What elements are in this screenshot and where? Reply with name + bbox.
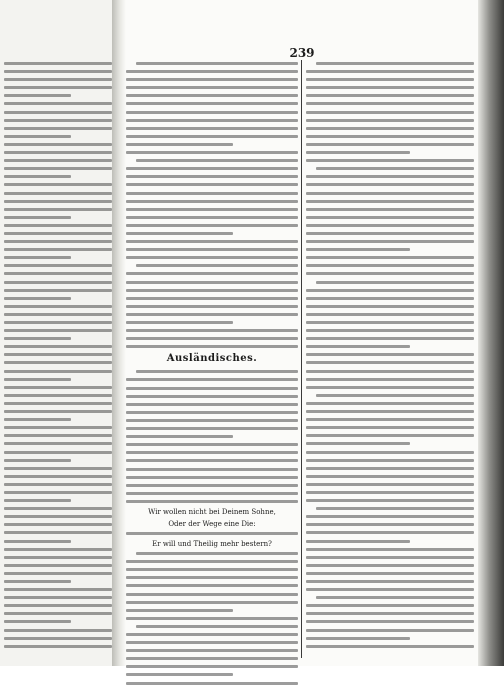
text-line (4, 216, 71, 219)
text-line (126, 86, 298, 89)
text-line (4, 459, 71, 462)
text-line (4, 305, 112, 308)
text-line (4, 580, 71, 583)
right-text-column (306, 62, 474, 653)
text-line (306, 305, 474, 308)
text-line (4, 531, 112, 534)
text-line (306, 192, 474, 195)
text-line (136, 159, 298, 162)
text-line (126, 305, 298, 308)
text-line (316, 167, 474, 170)
text-line (306, 151, 410, 154)
text-line (306, 540, 410, 543)
text-line (4, 361, 112, 364)
text-line (126, 297, 298, 300)
text-line (4, 240, 112, 243)
text-line (126, 216, 298, 219)
text-line (4, 434, 112, 437)
text-line (4, 321, 112, 324)
text-line (4, 499, 71, 502)
text-line (4, 264, 112, 267)
text-line (306, 200, 474, 203)
text-line (306, 418, 474, 421)
text-line (4, 232, 112, 235)
text-line (126, 500, 298, 503)
text-line (4, 135, 71, 138)
text-line (306, 119, 474, 122)
text-line (4, 467, 112, 470)
verse-line: Oder der Wege eine Die: (168, 519, 256, 528)
text-line (306, 645, 474, 648)
text-line (4, 370, 112, 373)
text-line (4, 491, 112, 494)
text-line (126, 532, 298, 535)
text-line (4, 564, 112, 567)
text-line (126, 313, 298, 316)
text-line (4, 548, 112, 551)
text-line (306, 523, 474, 526)
text-line (4, 523, 112, 526)
text-line (4, 475, 112, 478)
text-line (126, 272, 298, 275)
text-line (306, 78, 474, 81)
text-line (126, 289, 298, 292)
text-line (306, 475, 474, 478)
text-line (4, 572, 112, 575)
text-line (126, 70, 298, 73)
text-line (126, 641, 298, 644)
text-line (126, 395, 298, 398)
text-line (126, 192, 298, 195)
text-line (126, 682, 298, 685)
text-line (306, 442, 410, 445)
text-line (126, 673, 233, 676)
text-line (4, 329, 112, 332)
text-line (306, 208, 474, 211)
text-line (126, 584, 298, 587)
text-line (4, 637, 112, 640)
text-line (4, 596, 112, 599)
text-line (306, 232, 474, 235)
text-line (126, 321, 233, 324)
text-line (306, 94, 474, 97)
text-line (126, 329, 298, 332)
text-line (306, 86, 474, 89)
text-line (316, 62, 474, 65)
text-line (136, 552, 298, 555)
text-line (306, 321, 474, 324)
article-text-block (126, 62, 298, 348)
text-line (4, 556, 112, 559)
article-text-block (126, 532, 298, 535)
text-line (126, 459, 298, 462)
text-line (126, 200, 298, 203)
text-line (4, 200, 112, 203)
text-line (306, 183, 474, 186)
text-line (4, 86, 112, 89)
text-line (306, 426, 474, 429)
text-line (126, 240, 298, 243)
text-line (306, 248, 410, 251)
text-line (306, 361, 474, 364)
text-line (306, 224, 474, 227)
text-line (316, 596, 474, 599)
text-line (126, 451, 298, 454)
text-line (126, 435, 233, 438)
text-line (306, 499, 474, 502)
text-line (306, 580, 474, 583)
article-text-block (126, 552, 298, 685)
text-line (4, 451, 112, 454)
text-line (126, 560, 298, 563)
text-line (4, 645, 112, 648)
page-number: 239 (289, 46, 315, 60)
text-line (126, 443, 298, 446)
text-line (306, 345, 410, 348)
text-line (306, 629, 474, 632)
text-line (4, 588, 112, 591)
text-line (4, 102, 112, 105)
text-line (126, 468, 298, 471)
text-line (306, 515, 474, 518)
text-line (126, 617, 298, 620)
text-line (4, 248, 112, 251)
text-line (306, 410, 474, 413)
text-line (306, 548, 474, 551)
text-line (126, 135, 298, 138)
text-line (306, 588, 474, 591)
text-line (136, 264, 298, 267)
text-line (4, 378, 71, 381)
text-line (316, 281, 474, 284)
text-line (4, 167, 112, 170)
facing-page-text-column (4, 62, 112, 653)
text-line (126, 345, 298, 348)
text-line (126, 411, 298, 414)
text-line (126, 151, 298, 154)
text-line (4, 410, 112, 413)
text-line (306, 386, 474, 389)
text-line (136, 370, 298, 373)
text-line (306, 289, 474, 292)
text-line (306, 272, 474, 275)
text-line (126, 476, 298, 479)
left-text-column (126, 62, 298, 690)
text-line (126, 657, 298, 660)
text-line (306, 531, 474, 534)
text-line (306, 378, 474, 381)
text-line (4, 313, 112, 316)
text-line (126, 593, 298, 596)
text-line (4, 426, 112, 429)
text-line (4, 281, 112, 284)
verse-line: Er will und Theilig mehr bestern? (152, 540, 272, 549)
text-line (306, 612, 474, 615)
text-line (306, 467, 474, 470)
text-line (306, 297, 474, 300)
article-text-block (126, 370, 298, 503)
text-line (316, 394, 474, 397)
text-line (126, 378, 298, 381)
text-line (4, 183, 112, 186)
text-line (306, 483, 474, 486)
verse-line: Wir wollen nicht bei Deinem Sohne, (148, 507, 276, 516)
text-line (306, 240, 474, 243)
text-line (126, 127, 298, 130)
text-line (4, 507, 112, 510)
text-line (306, 451, 474, 454)
text-line (126, 232, 233, 235)
text-line (4, 143, 112, 146)
text-line (4, 418, 71, 421)
text-line (306, 637, 410, 640)
text-line (306, 135, 474, 138)
text-line (4, 297, 71, 300)
text-line (4, 224, 112, 227)
text-line (306, 70, 474, 73)
text-line (4, 192, 112, 195)
text-line (4, 256, 71, 259)
section-heading-auslaendisches: Ausländisches. (166, 353, 258, 365)
text-line (126, 208, 298, 211)
text-line (4, 620, 71, 623)
text-line (4, 70, 112, 73)
text-line (306, 353, 474, 356)
text-line (126, 224, 298, 227)
text-line (306, 329, 474, 332)
text-line (4, 540, 71, 543)
text-line (4, 62, 112, 65)
text-line (306, 102, 474, 105)
text-line (4, 208, 112, 211)
text-line (4, 612, 112, 615)
text-line (306, 175, 474, 178)
text-line (4, 353, 112, 356)
text-line (4, 289, 112, 292)
text-line (126, 403, 298, 406)
text-line (126, 281, 298, 284)
text-line (126, 568, 298, 571)
book-board-edge (478, 0, 504, 666)
text-line (4, 442, 112, 445)
text-line (4, 272, 112, 275)
text-line (4, 159, 112, 162)
text-line (4, 94, 71, 97)
text-line (126, 78, 298, 81)
text-line (4, 151, 112, 154)
text-line (4, 127, 112, 130)
text-line (4, 604, 112, 607)
text-line (126, 119, 298, 122)
text-line (4, 337, 71, 340)
text-line (4, 119, 112, 122)
text-line (4, 629, 112, 632)
text-line (4, 515, 112, 518)
text-line (126, 94, 298, 97)
text-line (126, 419, 298, 422)
text-line (316, 507, 474, 510)
text-line (4, 111, 112, 114)
text-line (306, 564, 474, 567)
binding-gutter (112, 0, 126, 666)
text-line (126, 337, 298, 340)
text-line (306, 127, 474, 130)
text-line (306, 313, 474, 316)
text-line (4, 483, 112, 486)
text-line (126, 143, 233, 146)
text-line (4, 175, 71, 178)
text-line (306, 459, 474, 462)
text-line (306, 572, 474, 575)
text-line (126, 175, 298, 178)
text-line (306, 143, 474, 146)
text-line (4, 78, 112, 81)
text-line (4, 402, 112, 405)
text-line (126, 111, 298, 114)
text-line (126, 102, 298, 105)
text-line (126, 183, 298, 186)
text-line (306, 370, 474, 373)
text-line (136, 625, 298, 628)
text-line (126, 427, 298, 430)
text-line (126, 601, 298, 604)
text-line (306, 111, 474, 114)
text-line (306, 256, 474, 259)
text-line (306, 604, 474, 607)
text-line (306, 216, 474, 219)
text-line (126, 492, 298, 495)
text-line (306, 620, 474, 623)
text-line (126, 484, 298, 487)
text-line (306, 159, 474, 162)
text-line (126, 633, 298, 636)
text-line (306, 337, 474, 340)
text-line (126, 248, 298, 251)
text-line (306, 264, 474, 267)
text-line (126, 387, 298, 390)
text-line (126, 609, 233, 612)
text-line (126, 649, 298, 652)
text-line (306, 402, 474, 405)
text-line (4, 394, 112, 397)
text-line (136, 62, 298, 65)
text-line (126, 256, 298, 259)
text-line (4, 386, 112, 389)
text-line (4, 345, 112, 348)
text-line (126, 576, 298, 579)
column-rule (301, 60, 302, 658)
text-line (306, 556, 474, 559)
text-line (306, 491, 474, 494)
text-line (306, 434, 474, 437)
text-line (126, 167, 298, 170)
